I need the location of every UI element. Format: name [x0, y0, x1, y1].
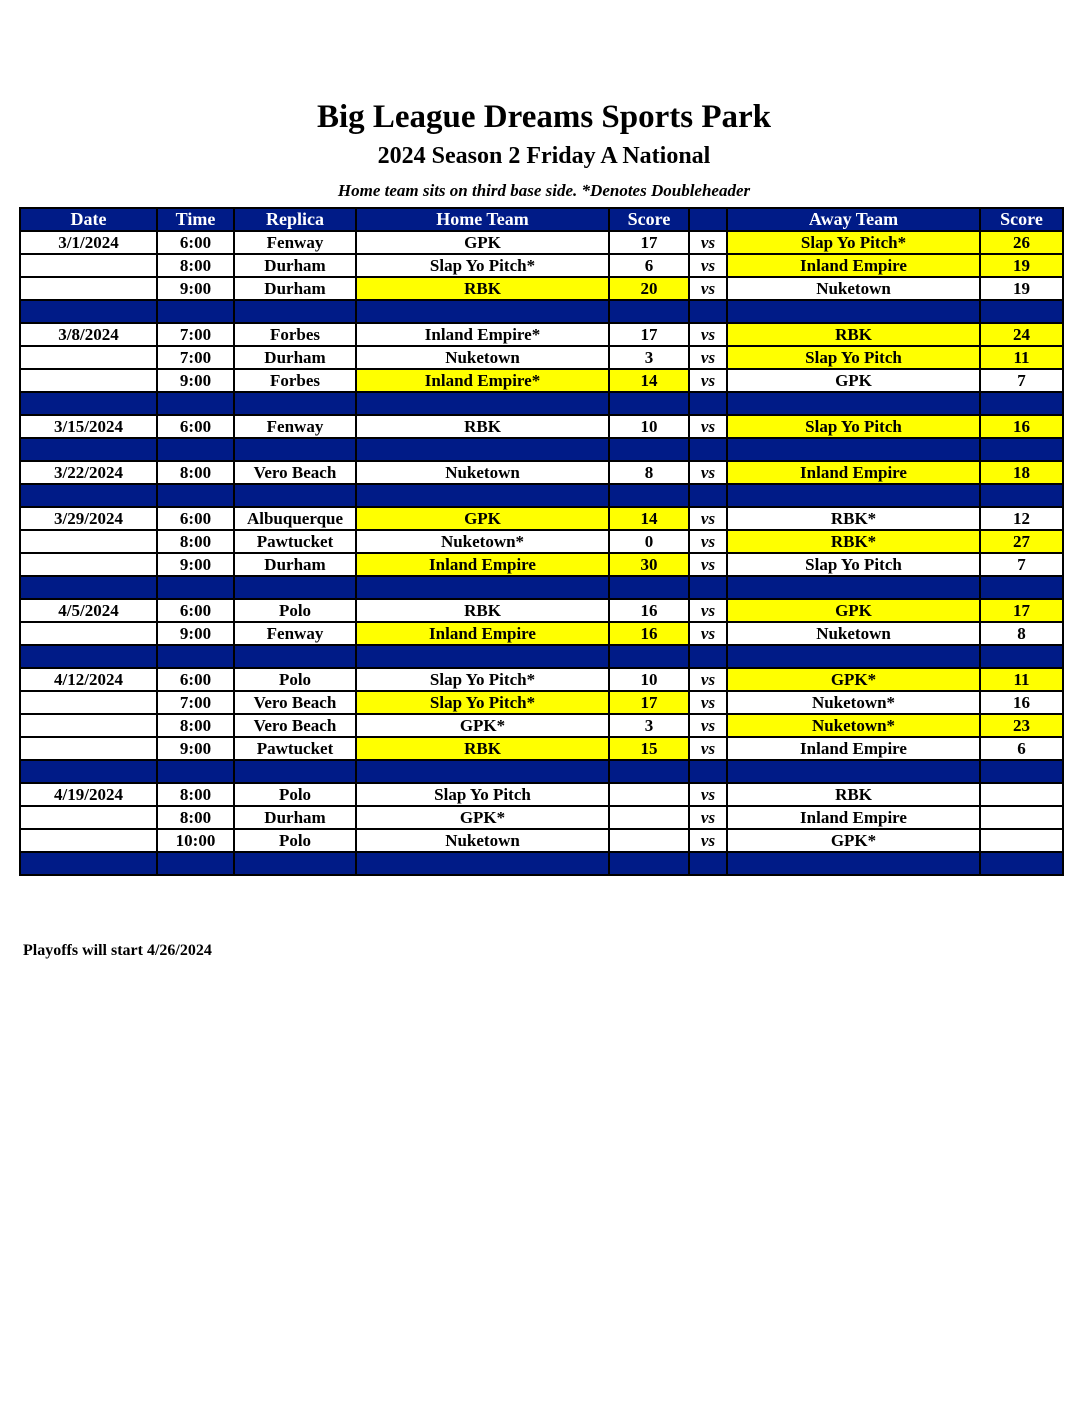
away-score-cell: 27	[980, 530, 1063, 553]
home-team-cell: GPK*	[356, 714, 609, 737]
date-cell	[20, 530, 157, 553]
col-header-home-score: Score	[609, 208, 689, 231]
separator-cell	[609, 300, 689, 323]
away-score-cell: 26	[980, 231, 1063, 254]
replica-cell: Polo	[234, 783, 356, 806]
col-header-time: Time	[157, 208, 234, 231]
table-row	[20, 599, 1063, 622]
col-header-vs	[689, 208, 727, 231]
home-team-cell: Nuketown	[356, 829, 609, 852]
separator-cell	[689, 300, 727, 323]
separator-cell	[689, 392, 727, 415]
separator-cell	[356, 484, 609, 507]
separator-cell	[980, 576, 1063, 599]
away-score-cell: 11	[980, 346, 1063, 369]
separator-cell	[20, 645, 157, 668]
away-team-cell: GPK	[727, 369, 980, 392]
vs-cell: vs	[689, 622, 727, 645]
replica-cell: Fenway	[234, 415, 356, 438]
schedule-body	[20, 231, 1063, 875]
separator-cell	[980, 645, 1063, 668]
separator-cell	[234, 300, 356, 323]
home-score-cell: 14	[609, 507, 689, 530]
replica-cell: Durham	[234, 277, 356, 300]
date-cell	[20, 829, 157, 852]
separator-row	[20, 760, 1063, 783]
away-score-cell: 8	[980, 622, 1063, 645]
home-team-cell: Inland Empire	[356, 553, 609, 576]
separator-cell	[157, 760, 234, 783]
away-team-cell: Nuketown	[727, 622, 980, 645]
vs-cell: vs	[689, 415, 727, 438]
time-cell: 9:00	[157, 277, 234, 300]
vs-cell: vs	[689, 691, 727, 714]
separator-cell	[356, 438, 609, 461]
separator-cell	[727, 852, 980, 875]
col-header-away-score: Score	[980, 208, 1063, 231]
separator-cell	[234, 576, 356, 599]
home-team-cell: RBK	[356, 277, 609, 300]
replica-cell: Albuquerque	[234, 507, 356, 530]
date-cell: 3/8/2024	[20, 323, 157, 346]
vs-cell: vs	[689, 737, 727, 760]
separator-cell	[980, 484, 1063, 507]
home-team-cell: Inland Empire	[356, 622, 609, 645]
home-score-cell: 16	[609, 622, 689, 645]
date-cell	[20, 806, 157, 829]
home-team-cell: RBK	[356, 599, 609, 622]
time-cell: 7:00	[157, 691, 234, 714]
away-team-cell: Slap Yo Pitch*	[727, 231, 980, 254]
separator-cell	[20, 484, 157, 507]
separator-cell	[727, 300, 980, 323]
time-cell: 8:00	[157, 254, 234, 277]
time-cell: 9:00	[157, 737, 234, 760]
time-cell: 9:00	[157, 622, 234, 645]
table-row	[20, 369, 1063, 392]
date-cell	[20, 553, 157, 576]
replica-cell: Durham	[234, 806, 356, 829]
vs-cell: vs	[689, 369, 727, 392]
away-team-cell: RBK*	[727, 507, 980, 530]
time-cell: 10:00	[157, 829, 234, 852]
away-team-cell: RBK	[727, 783, 980, 806]
table-row	[20, 461, 1063, 484]
separator-cell	[609, 852, 689, 875]
replica-cell: Forbes	[234, 369, 356, 392]
separator-cell	[980, 760, 1063, 783]
separator-cell	[356, 392, 609, 415]
home-score-cell: 3	[609, 346, 689, 369]
date-cell	[20, 622, 157, 645]
home-team-cell: Nuketown	[356, 461, 609, 484]
separator-cell	[689, 438, 727, 461]
separator-cell	[689, 484, 727, 507]
table-row	[20, 553, 1063, 576]
home-team-cell: Inland Empire*	[356, 369, 609, 392]
time-cell: 7:00	[157, 323, 234, 346]
home-team-cell: Inland Empire*	[356, 323, 609, 346]
away-score-cell: 23	[980, 714, 1063, 737]
separator-cell	[609, 760, 689, 783]
separator-cell	[234, 852, 356, 875]
separator-cell	[234, 484, 356, 507]
date-cell	[20, 691, 157, 714]
away-score-cell: 16	[980, 415, 1063, 438]
home-score-cell: 8	[609, 461, 689, 484]
date-cell	[20, 254, 157, 277]
col-header-home-team: Home Team	[356, 208, 609, 231]
home-score-cell: 6	[609, 254, 689, 277]
time-cell: 8:00	[157, 461, 234, 484]
separator-row	[20, 852, 1063, 875]
home-score-cell: 3	[609, 714, 689, 737]
separator-cell	[20, 300, 157, 323]
away-score-cell	[980, 806, 1063, 829]
separator-cell	[980, 300, 1063, 323]
page-title: Big League Dreams Sports Park	[316, 99, 772, 135]
date-cell	[20, 369, 157, 392]
home-score-cell	[609, 829, 689, 852]
schedule-table	[19, 207, 1064, 876]
away-team-cell: Slap Yo Pitch	[727, 415, 980, 438]
away-score-cell: 17	[980, 599, 1063, 622]
separator-row	[20, 484, 1063, 507]
separator-row	[20, 392, 1063, 415]
separator-cell	[356, 300, 609, 323]
vs-cell: vs	[689, 530, 727, 553]
away-score-cell: 6	[980, 737, 1063, 760]
table-row	[20, 668, 1063, 691]
time-cell: 6:00	[157, 231, 234, 254]
date-cell: 3/22/2024	[20, 461, 157, 484]
table-row	[20, 622, 1063, 645]
home-score-cell: 15	[609, 737, 689, 760]
vs-cell: vs	[689, 507, 727, 530]
replica-cell: Pawtucket	[234, 737, 356, 760]
table-row	[20, 806, 1063, 829]
away-team-cell: Slap Yo Pitch	[727, 346, 980, 369]
table-row	[20, 231, 1063, 254]
replica-cell: Polo	[234, 668, 356, 691]
away-score-cell: 11	[980, 668, 1063, 691]
away-team-cell: Slap Yo Pitch	[727, 553, 980, 576]
home-score-cell: 17	[609, 323, 689, 346]
time-cell: 6:00	[157, 415, 234, 438]
separator-cell	[689, 852, 727, 875]
replica-cell: Pawtucket	[234, 530, 356, 553]
table-row	[20, 530, 1063, 553]
separator-cell	[609, 484, 689, 507]
time-cell: 8:00	[157, 806, 234, 829]
away-team-cell: GPK*	[727, 829, 980, 852]
vs-cell: vs	[689, 254, 727, 277]
time-cell: 9:00	[157, 369, 234, 392]
away-score-cell	[980, 829, 1063, 852]
replica-cell: Polo	[234, 599, 356, 622]
vs-cell: vs	[689, 277, 727, 300]
table-row	[20, 507, 1063, 530]
date-cell: 4/19/2024	[20, 783, 157, 806]
table-row	[20, 691, 1063, 714]
home-team-cell: GPK	[356, 507, 609, 530]
away-team-cell: GPK	[727, 599, 980, 622]
away-score-cell	[980, 783, 1063, 806]
away-score-cell: 18	[980, 461, 1063, 484]
home-team-cell: Nuketown*	[356, 530, 609, 553]
home-team-cell: GPK*	[356, 806, 609, 829]
separator-cell	[356, 760, 609, 783]
home-team-cell: Slap Yo Pitch*	[356, 668, 609, 691]
date-cell	[20, 277, 157, 300]
table-row	[20, 346, 1063, 369]
home-team-cell: Slap Yo Pitch*	[356, 254, 609, 277]
time-cell: 9:00	[157, 553, 234, 576]
away-team-cell: Inland Empire	[727, 461, 980, 484]
separator-cell	[356, 852, 609, 875]
separator-cell	[157, 484, 234, 507]
date-cell: 4/5/2024	[20, 599, 157, 622]
separator-cell	[234, 760, 356, 783]
table-row	[20, 254, 1063, 277]
time-cell: 8:00	[157, 783, 234, 806]
away-score-cell: 19	[980, 277, 1063, 300]
home-score-cell: 10	[609, 415, 689, 438]
separator-cell	[609, 392, 689, 415]
date-cell: 3/1/2024	[20, 231, 157, 254]
separator-cell	[157, 576, 234, 599]
col-header-date: Date	[20, 208, 157, 231]
separator-cell	[609, 576, 689, 599]
separator-cell	[20, 852, 157, 875]
vs-cell: vs	[689, 553, 727, 576]
separator-cell	[157, 852, 234, 875]
vs-cell: vs	[689, 231, 727, 254]
table-row	[20, 415, 1063, 438]
replica-cell: Durham	[234, 553, 356, 576]
away-team-cell: Inland Empire	[727, 737, 980, 760]
away-team-cell: Inland Empire	[727, 806, 980, 829]
separator-cell	[727, 760, 980, 783]
separator-cell	[689, 645, 727, 668]
separator-cell	[356, 645, 609, 668]
separator-cell	[727, 484, 980, 507]
vs-cell: vs	[689, 714, 727, 737]
separator-cell	[157, 438, 234, 461]
time-cell: 8:00	[157, 530, 234, 553]
home-score-cell: 14	[609, 369, 689, 392]
home-score-cell	[609, 806, 689, 829]
separator-cell	[20, 438, 157, 461]
away-score-cell: 12	[980, 507, 1063, 530]
away-score-cell: 16	[980, 691, 1063, 714]
separator-cell	[20, 576, 157, 599]
vs-cell: vs	[689, 829, 727, 852]
schedule-note: Home team sits on third base side. *Denotes Doubleheader	[337, 181, 751, 200]
home-score-cell: 30	[609, 553, 689, 576]
date-cell	[20, 346, 157, 369]
col-header-away-team: Away Team	[727, 208, 980, 231]
separator-cell	[980, 438, 1063, 461]
away-team-cell: GPK*	[727, 668, 980, 691]
separator-cell	[234, 645, 356, 668]
separator-row	[20, 576, 1063, 599]
col-header-replica: Replica	[234, 208, 356, 231]
time-cell: 6:00	[157, 668, 234, 691]
time-cell: 8:00	[157, 714, 234, 737]
replica-cell: Fenway	[234, 622, 356, 645]
vs-cell: vs	[689, 323, 727, 346]
home-score-cell: 17	[609, 691, 689, 714]
date-cell	[20, 737, 157, 760]
home-score-cell: 17	[609, 231, 689, 254]
replica-cell: Durham	[234, 346, 356, 369]
away-score-cell: 24	[980, 323, 1063, 346]
table-row	[20, 783, 1063, 806]
separator-cell	[356, 576, 609, 599]
away-team-cell: Nuketown	[727, 277, 980, 300]
vs-cell: vs	[689, 599, 727, 622]
playoffs-note: Playoffs will start 4/26/2024	[23, 942, 212, 959]
separator-cell	[609, 645, 689, 668]
vs-cell: vs	[689, 783, 727, 806]
home-score-cell: 10	[609, 668, 689, 691]
separator-cell	[689, 576, 727, 599]
separator-cell	[727, 392, 980, 415]
table-row	[20, 277, 1063, 300]
replica-cell: Polo	[234, 829, 356, 852]
home-team-cell: Slap Yo Pitch*	[356, 691, 609, 714]
vs-cell: vs	[689, 346, 727, 369]
replica-cell: Vero Beach	[234, 691, 356, 714]
away-score-cell: 7	[980, 553, 1063, 576]
replica-cell: Fenway	[234, 231, 356, 254]
vs-cell: vs	[689, 668, 727, 691]
date-cell: 3/29/2024	[20, 507, 157, 530]
time-cell: 6:00	[157, 599, 234, 622]
vs-cell: vs	[689, 461, 727, 484]
home-team-cell: Nuketown	[356, 346, 609, 369]
home-score-cell: 16	[609, 599, 689, 622]
separator-cell	[157, 645, 234, 668]
replica-cell: Forbes	[234, 323, 356, 346]
separator-cell	[689, 760, 727, 783]
replica-cell: Vero Beach	[234, 461, 356, 484]
away-team-cell: Nuketown*	[727, 691, 980, 714]
time-cell: 7:00	[157, 346, 234, 369]
separator-cell	[980, 852, 1063, 875]
separator-cell	[20, 392, 157, 415]
separator-row	[20, 300, 1063, 323]
home-score-cell: 20	[609, 277, 689, 300]
date-cell	[20, 714, 157, 737]
separator-cell	[980, 392, 1063, 415]
home-team-cell: Slap Yo Pitch	[356, 783, 609, 806]
table-row	[20, 829, 1063, 852]
separator-cell	[234, 438, 356, 461]
separator-cell	[727, 438, 980, 461]
separator-cell	[727, 576, 980, 599]
away-team-cell: RBK	[727, 323, 980, 346]
home-score-cell	[609, 783, 689, 806]
separator-cell	[727, 645, 980, 668]
separator-cell	[234, 392, 356, 415]
home-score-cell: 0	[609, 530, 689, 553]
home-team-cell: GPK	[356, 231, 609, 254]
separator-cell	[609, 438, 689, 461]
header-row	[20, 208, 1063, 231]
separator-row	[20, 438, 1063, 461]
home-team-cell: RBK	[356, 415, 609, 438]
replica-cell: Durham	[234, 254, 356, 277]
table-row	[20, 323, 1063, 346]
away-team-cell: Nuketown*	[727, 714, 980, 737]
separator-cell	[157, 300, 234, 323]
page-subtitle: 2024 Season 2 Friday A National	[377, 143, 711, 169]
home-team-cell: RBK	[356, 737, 609, 760]
date-cell: 4/12/2024	[20, 668, 157, 691]
table-row	[20, 737, 1063, 760]
table-row	[20, 714, 1063, 737]
separator-row	[20, 645, 1063, 668]
separator-cell	[20, 760, 157, 783]
away-score-cell: 19	[980, 254, 1063, 277]
away-score-cell: 7	[980, 369, 1063, 392]
date-cell: 3/15/2024	[20, 415, 157, 438]
replica-cell: Vero Beach	[234, 714, 356, 737]
away-team-cell: Inland Empire	[727, 254, 980, 277]
separator-cell	[157, 392, 234, 415]
time-cell: 6:00	[157, 507, 234, 530]
away-team-cell: RBK*	[727, 530, 980, 553]
vs-cell: vs	[689, 806, 727, 829]
